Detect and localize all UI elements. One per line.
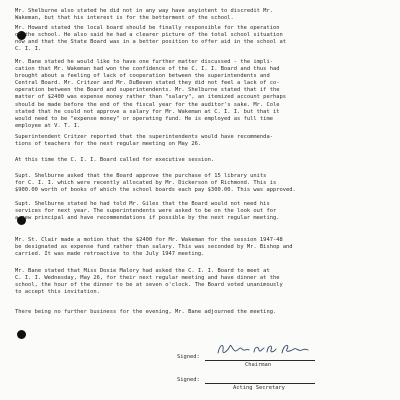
paragraph: At this time the C. I. I. Board called for executive session.: [15, 157, 215, 163]
signed-label: Signed:: [177, 377, 200, 383]
acting-secretary-title: Acting Secretary: [233, 385, 285, 391]
paragraph: Mr. Howard stated the local board should be finally responsible for the operation of the school. He also said he had a clearer picture of the total school situation now and that the State Board was in a better position to offer aid in the school at C. I. I.: [15, 25, 287, 53]
paragraph: Mr. Bane stated that Miss Doxie Malory had asked the C. I. I. Board to meet at C. I. I. Wednesday, May 26, for their next regular meeting and have dinner at the school, the hour of the dinner to be at seven o'clock. The Board voted unanimously to accept this invitation.: [15, 268, 283, 296]
paragraph: Mr. Bane stated he would like to have one further matter discussed - the impli- cation that Mr. Wakeman had won the confidence of the C. I. I. Board and thus had brought about a feeling of lack of cooperation between the superintendents and Central Board. Mr. Critzer and Mr. DuBeven stated they did not feel a lack of co- operation between the Board and superintendents. Mr. Shelburne stated that if the matter of $2400 was expense money rather than "salary", an itemized account perhaps should be made before the end of the fiscal year for the auditor's sake. Mr. Cole stated that he could not approve a salary for Mr. Wakeman at C. I. I. but that it would need to be "expense money" or operating fund. He is employed as full time employee at V. T. I.: [15, 59, 287, 129]
paragraph: Mr. Shelburne also stated he did not in any way have anyintent to discredit Mr. Wakeman, but that his interest is for the betterment of the school.: [15, 8, 273, 22]
paragraph: Superintendent Critzer reported that the superintendents would have recommenda- tions of teachers for the next regular meeting on May 26.: [15, 134, 273, 148]
handwritten-signature: [214, 340, 310, 358]
paragraph: Supt. Shelburne stated he had told Mr. Giles that the Board would not need his services for next year. The superintendents were asked to be on the look out for a new principal and have recommendations if possible by the next regular meeting.: [15, 201, 280, 222]
signature-line: [205, 383, 315, 384]
punch-hole: [17, 330, 26, 339]
paragraph: There being no further business for the evening, Mr. Bane adjourned the meeting.: [15, 309, 277, 315]
signed-label: Signed:: [177, 354, 200, 360]
signature-line: [205, 360, 315, 361]
paragraph: Mr. St. Clair made a motion that the $2400 for Mr. Wakeman for the session 1947-48 be designated as expense fund rather than salary. This was seconded by Mr. Bishop and carried. It was made retroactive to the July 1947 meeting.: [15, 237, 293, 258]
paragraph: Supt. Shelburne asked that the Board approve the purchase of 15 library units for C. I. I. which were recently allocated by Mr. Dickerson of Richmond. This is $900.00 worth of books of which the school boards each pay $300.00. This was approved.: [15, 173, 296, 194]
chairman-title: Chairman: [245, 362, 271, 368]
